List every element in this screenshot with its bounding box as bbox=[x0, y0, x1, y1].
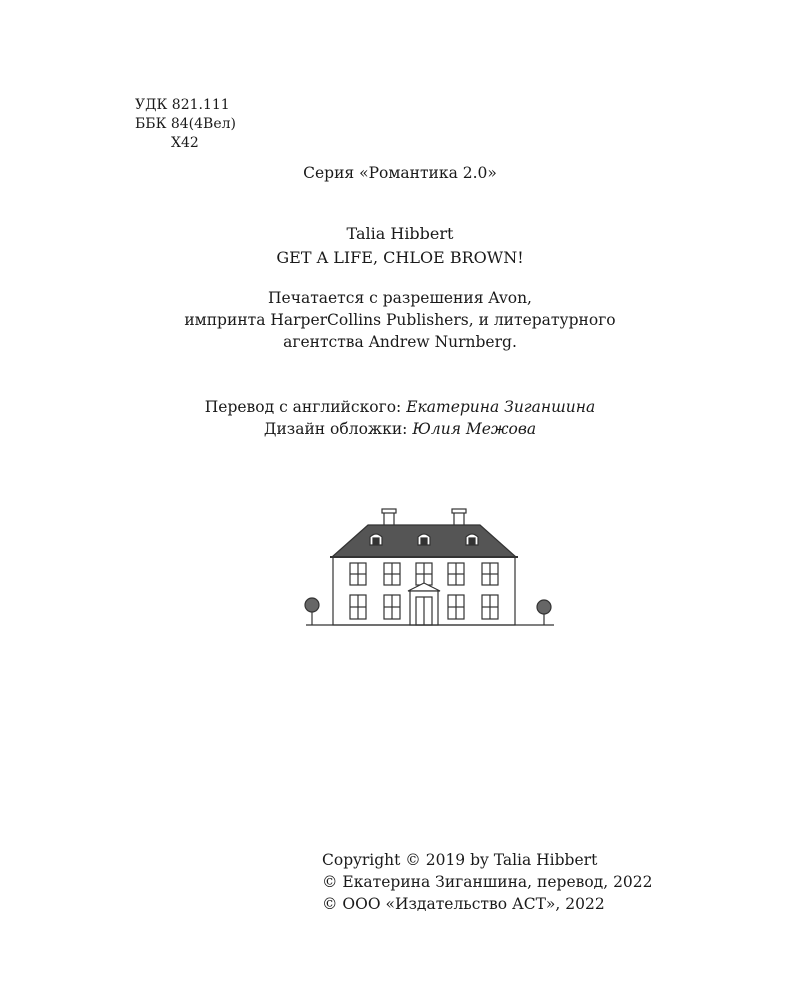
cover-credit bbox=[0, 418, 800, 440]
original-title: GET A LIFE, CHLOE BROWN! bbox=[276, 248, 524, 267]
credits bbox=[0, 396, 800, 440]
author-mark: Х42 bbox=[171, 135, 199, 151]
copyright-line-3: © ООО «Издательство АСТ», 2022 bbox=[322, 895, 605, 913]
udk-code: УДК 821.111 bbox=[135, 97, 230, 113]
permission-line-3: агентства Andrew Nurnberg. bbox=[283, 333, 517, 351]
translator-name: Екатерина Зиганшина bbox=[406, 398, 596, 416]
series-line: Серия «Романтика 2.0» bbox=[303, 164, 497, 182]
permission-line-1: Печатается с разрешения Avon, bbox=[268, 289, 532, 307]
translation-credit bbox=[0, 396, 800, 418]
bbk-code: ББК 84(4Вел) bbox=[135, 116, 236, 132]
permission-notice bbox=[0, 287, 800, 353]
tree-right bbox=[537, 600, 551, 625]
copyright-line-2: © Екатерина Зиганшина, перевод, 2022 bbox=[322, 873, 653, 891]
classification-codes bbox=[135, 96, 236, 153]
cover-designer-name: Юлия Межова bbox=[412, 420, 537, 438]
entrance-door bbox=[408, 583, 440, 625]
original-author: Talia Hibbert bbox=[346, 224, 454, 243]
cover-label: Дизайн обложки: bbox=[263, 420, 408, 438]
copyright-line-1: Copyright © 2019 by Talia Hibbert bbox=[322, 851, 598, 869]
permission-line-2: импринта HarperCollins Publishers, и литературного bbox=[184, 311, 616, 329]
manor-house-icon bbox=[300, 505, 560, 635]
copyright-block bbox=[322, 849, 653, 915]
chimney-left-cap bbox=[382, 509, 396, 513]
translation-label: Перевод с английского: bbox=[204, 398, 402, 416]
tree-left bbox=[305, 598, 319, 625]
original-edition bbox=[0, 222, 800, 270]
chimney-right-cap bbox=[452, 509, 466, 513]
